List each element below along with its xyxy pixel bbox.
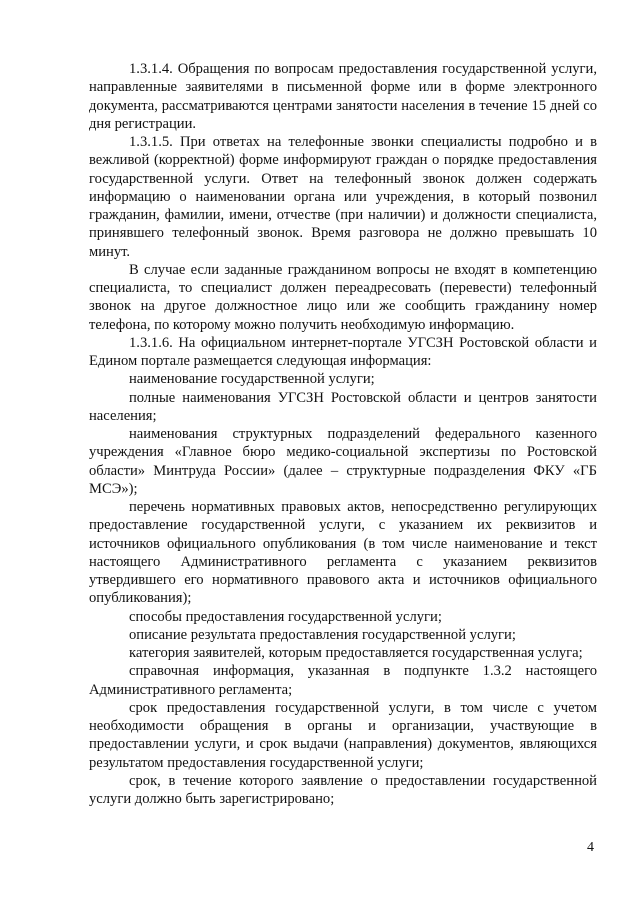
list-item-methods: способы предоставления государственной услуги; (129, 608, 442, 625)
list-item-full-names: полные наименования УГСЗН Ростовской области и центров занятости населения; (89, 389, 597, 424)
list-item-service-name: наименование государственной услуги; (129, 371, 375, 388)
paragraph-1-3-1-5: 1.3.1.5. При ответах на телефонные звонки специалисты подробно и в вежливой (корректной) форме информируют граждан о порядке предоставления государственной услуги. Ответ на телефонный звонок должен содержать информацию о наименовании органа или учреждения, в который позвонил гражданин, фамилии, имени, отчестве (при наличии) и должности специалиста, принявшего телефонный звонок. Время разговора не должно превышать 10 минут. (89, 134, 597, 260)
paragraph-1-3-1-4: 1.3.1.4. Обращения по вопросам предоставления государственной услуги, направленные заявителями в письменной форме или в форме электронного документа, рассматриваются центрами занятости населения в течение 15 дней со дня регистрации. (89, 61, 597, 132)
page-number: 4 (587, 840, 594, 855)
list-item-reference-info: справочная информация, указанная в подпункте 1.3.2 настоящего Административного регламента; (89, 663, 597, 698)
list-item-structural-units: наименования структурных подразделений федерального казенного учреждения «Главное бюро медико-социальной экспертизы по Ростовской области» Минтруда России» (далее – структурные подразделения ФКУ «ГБ МСЭ»); (89, 426, 597, 497)
paragraph-1-3-1-6: 1.3.1.6. На официальном интернет-портале УГСЗН Ростовской области и Едином портале размещается следующая информация: (89, 334, 597, 369)
list-item-applicant-category: категория заявителей, которым предоставляется государственная услуга; (129, 645, 583, 661)
list-item-service-term: срок предоставления государственной услуги, в том числе с учетом необходимости обращения в органы и организации, участвующие в предоставлении услуги, и срок выдачи (направления) документов, являющихся результатом предоставления государственной услуги; (89, 699, 597, 771)
paragraph-redirect-call: В случае если заданные гражданином вопросы не входят в компетенцию специалиста, то специалист должен переадресовать (перевести) телефонный звонок на другое должностное лицо или же сообщить гражданину номер телефона, по которому можно получить необходимую информацию. (89, 261, 597, 333)
list-item-result-description: описание результата предоставления государственной услуги; (129, 626, 516, 643)
document-body (89, 60, 597, 808)
list-item-registration-term: срок, в течение которого заявление о предоставлении государственной услуги должно быть зарегистрировано; (89, 772, 597, 807)
list-item-legal-acts: перечень нормативных правовых актов, непосредственно регулирующих предоставление государственной услуги, с указанием их реквизитов и источников официального опубликования (в том числе наименование и текст настоящего Административного регламента с указанием реквизитов утвердившего его нормативного правового акта и источников официального опубликования); (89, 499, 597, 607)
